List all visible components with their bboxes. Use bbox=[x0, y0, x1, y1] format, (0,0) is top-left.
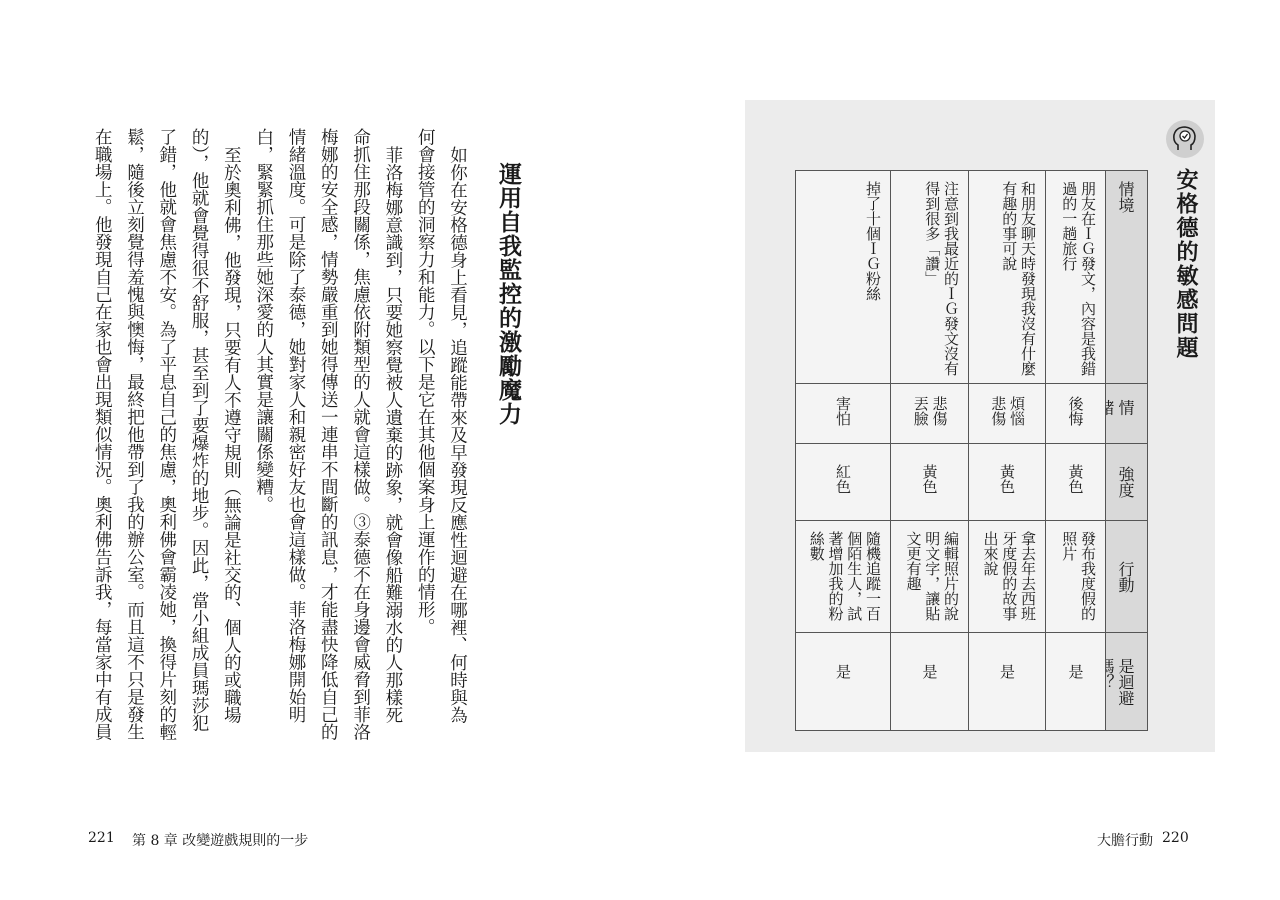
cell-text: 煩惱悲傷 bbox=[989, 395, 1026, 426]
cell-text: 黃色 bbox=[1066, 464, 1085, 494]
head-with-check-icon bbox=[1166, 120, 1204, 158]
table-header-cell bbox=[1105, 632, 1148, 731]
table-cell bbox=[968, 383, 1046, 444]
text-column: 的），他就會覺得很不舒服，甚至到了要爆炸的地步。因此，當小組成員瑪莎犯 bbox=[189, 128, 210, 732]
table-cell bbox=[890, 443, 969, 521]
text-column: 至於奧利佛，他發現，只要有人不遵守規則（無論是社交的、個人的或職場 bbox=[221, 146, 242, 724]
running-head-right: 大膽行動 bbox=[1097, 833, 1153, 849]
running-head-left: 第 8 章 改變遊戲規則的一步 bbox=[132, 833, 309, 849]
cell-text: 隨機追蹤一百個陌生人，試著增加我的粉絲數 bbox=[807, 531, 882, 621]
text-column: 了錯，他就會焦慮不安。為了平息自己的焦慮，奧利佛會霸凌她，換得片刻的輕 bbox=[156, 128, 177, 741]
cell-text: 掉了十個ＩＧ粉絲 bbox=[864, 181, 882, 301]
text-column: 何會接管的洞察力和能力。以下是它在其他個案身上運作的情形。 bbox=[415, 128, 436, 636]
cell-text: 注意到我最近的ＩＧ發文沒有得到很多「讚」 bbox=[923, 181, 960, 376]
table-cell bbox=[968, 632, 1046, 731]
cell-text: 行動 bbox=[1116, 560, 1135, 593]
cell-text: 是迴避 bbox=[1116, 657, 1135, 706]
text-column: 如你在安格德身上看見，追蹤能帶來及早發現反應性迴避在哪裡、何時與為 bbox=[447, 146, 468, 724]
cell-text: 黃色 bbox=[998, 464, 1016, 494]
table-header-cell bbox=[1105, 443, 1148, 521]
cell-text: 紅色 bbox=[834, 464, 852, 494]
table-cell bbox=[890, 632, 969, 731]
table-cell bbox=[1045, 383, 1106, 444]
cell-text: 朋友在ＩＧ發文，內容是我錯過的一趟旅行 bbox=[1060, 181, 1097, 376]
table-header-cell bbox=[1105, 383, 1148, 444]
table-cell bbox=[890, 170, 969, 384]
table-cell bbox=[795, 383, 891, 444]
section-title: 運用自我監控的激勵魔力 bbox=[495, 162, 521, 426]
table-cell bbox=[968, 170, 1046, 384]
cell-text: 發布我度假的照片 bbox=[1060, 531, 1097, 621]
table-cell bbox=[795, 520, 891, 633]
text-column: 情緒溫度。可是除了泰德，她對家人和親密好友也會這樣做。菲洛梅娜開始明 bbox=[286, 128, 306, 723]
table-cell bbox=[1045, 170, 1106, 384]
table-cell bbox=[1045, 443, 1106, 521]
cell-text: 是 bbox=[920, 663, 939, 679]
text-column: 命抓住那段關係，焦慮依附類型的人就會這樣做。③泰德不在身邊會威脅到菲洛 bbox=[350, 128, 371, 741]
table-cell bbox=[1045, 632, 1106, 731]
text-column: 白，緊緊抓住那些她深愛的人其實是讓關係變糟。 bbox=[253, 128, 274, 513]
table-header-cell bbox=[1105, 520, 1148, 633]
cell-text: 是 bbox=[1066, 663, 1085, 679]
text-column: 菲洛梅娜意識到，只要她察覺被人遺棄的跡象，就會像船難溺水的人那樣死 bbox=[382, 146, 403, 724]
text-column: 在職場上。他發現自己在家也會出現類似情況。奧利佛告訴我，每當家中有成員 bbox=[92, 128, 113, 741]
cell-text: 黃色 bbox=[920, 464, 939, 494]
table-cell bbox=[890, 383, 969, 444]
table-cell bbox=[968, 443, 1046, 521]
table-header-cell bbox=[1105, 170, 1148, 384]
cell-text: 和朋友聊天時發現我沒有什麼有趣的事可說 bbox=[1000, 181, 1037, 376]
text-column: 梅娜的安全感，情勢嚴重到她得傳送一連串不間斷的訊息，才能盡快降低自己的 bbox=[318, 128, 339, 741]
table-cell bbox=[795, 170, 891, 384]
cell-text: 害怕 bbox=[834, 395, 852, 426]
cell-text: 悲傷丟臉 bbox=[911, 395, 949, 426]
cell-text: 後悔 bbox=[1066, 395, 1085, 426]
cell-text: 強度 bbox=[1116, 466, 1135, 498]
cell-text: 是 bbox=[834, 663, 852, 679]
table-cell bbox=[795, 443, 891, 521]
table-cell bbox=[890, 520, 969, 633]
table-cell bbox=[1045, 520, 1106, 633]
cell-text: 情境 bbox=[1116, 181, 1135, 213]
cell-text: 是 bbox=[998, 663, 1016, 679]
cell-text: 編輯照片的說明文字，讓貼文更有趣 bbox=[904, 531, 960, 621]
table-cell bbox=[795, 632, 891, 731]
cell-text: 拿去年去西班牙度假的故事出來說 bbox=[981, 531, 1037, 621]
page-number-right: 220 bbox=[1162, 830, 1189, 846]
page-number-left: 221 bbox=[88, 830, 115, 846]
table-cell bbox=[968, 520, 1046, 633]
box-title: 安格德的敏感問題 bbox=[1173, 168, 1198, 360]
text-column: 鬆，隨後立刻覺得羞愧與懊悔，最終把他帶到了我的辦公室。而且這不只是發生 bbox=[124, 128, 145, 741]
cell-text: 情 bbox=[1116, 398, 1135, 415]
